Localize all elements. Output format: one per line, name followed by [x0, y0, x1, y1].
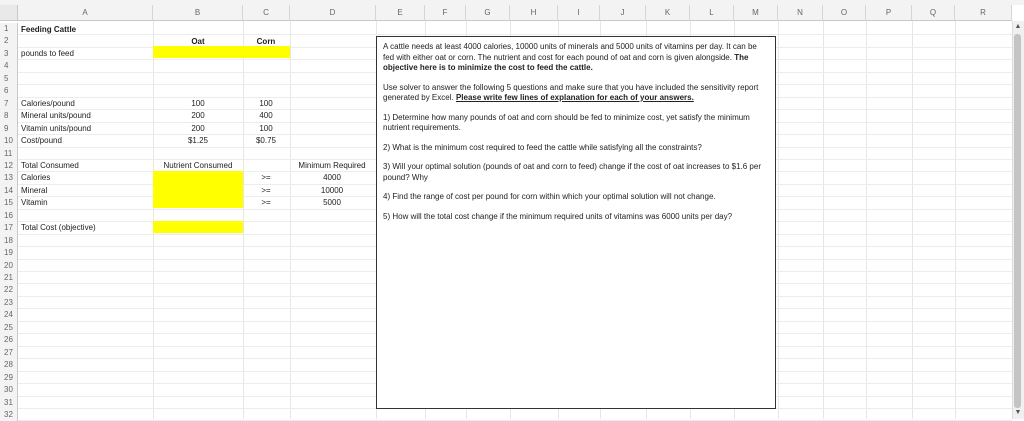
row-header-14[interactable]: 14 [0, 185, 18, 198]
column-header-d[interactable]: D [290, 5, 376, 21]
column-header-c[interactable]: C [243, 5, 290, 21]
gte-minerals[interactable]: >= [261, 186, 271, 195]
row-header-12[interactable]: 12 [0, 160, 18, 173]
intro-text: A cattle needs at least 4000 calories, 10000 units of minerals and 5000 units of vitamins per day. It can be fed with either oat or corn. The nutrient and cost for each pound of oat and corn is given alongside. [383, 42, 757, 62]
row-header-28[interactable]: 28 [0, 359, 18, 372]
vitamin-row-label[interactable]: Vitamin [21, 198, 48, 207]
question-2: 2) What is the minimum cost required to feed the cattle while satisfying all the constraints? [383, 142, 702, 152]
question-1: 1) Determine how many pounds of oat and corn should be fed to minimize cost, yet satisfy the minimum nutrient requirements. [383, 112, 750, 132]
column-header-o[interactable]: O [823, 5, 866, 21]
calories-label[interactable]: Calories/pound [21, 99, 75, 108]
row-header-17[interactable]: 17 [0, 222, 18, 235]
column-header-n[interactable]: N [778, 5, 823, 21]
column-header-p[interactable]: P [866, 5, 912, 21]
mineral-row-label[interactable]: Mineral [21, 186, 48, 195]
row-header-4[interactable]: 4 [0, 60, 18, 73]
gridline-vertical [153, 21, 154, 419]
row-header-8[interactable]: 8 [0, 110, 18, 123]
corn-calories[interactable]: 100 [259, 99, 273, 108]
total-cost-label[interactable]: Total Cost (objective) [21, 223, 96, 232]
oat-vitamins[interactable]: 200 [191, 124, 205, 133]
header-oat[interactable]: Oat [191, 37, 205, 46]
row-header-18[interactable]: 18 [0, 235, 18, 248]
gridline-vertical [866, 21, 867, 419]
column-header-g[interactable]: G [466, 5, 510, 21]
oat-calories[interactable]: 100 [191, 99, 205, 108]
nutrient-consumed-highlight[interactable] [153, 171, 243, 208]
min-calories[interactable]: 4000 [323, 173, 341, 182]
header-corn[interactable]: Corn [256, 37, 276, 46]
gridline-vertical [778, 21, 779, 419]
column-header-r[interactable]: R [955, 5, 1012, 21]
nutrient-consumed-header[interactable]: Nutrient Consumed [163, 161, 233, 170]
scrollbar-thumb[interactable] [1014, 34, 1021, 408]
pounds-to-feed-label[interactable]: pounds to feed [21, 49, 74, 58]
solver-paragraph [383, 83, 769, 104]
sheet-title[interactable]: Feeding Cattle [21, 25, 77, 34]
column-header-k[interactable]: K [646, 5, 690, 21]
min-minerals[interactable]: 10000 [320, 186, 344, 195]
gridline-vertical [912, 21, 913, 419]
column-header-m[interactable]: M [734, 5, 778, 21]
row-header-15[interactable]: 15 [0, 197, 18, 210]
gte-calories[interactable]: >= [261, 173, 271, 182]
row-header-3[interactable]: 3 [0, 48, 18, 61]
scroll-down-arrow-icon[interactable]: ▼ [1014, 409, 1022, 416]
instructions-textbox[interactable] [376, 36, 776, 409]
row-header-27[interactable]: 27 [0, 347, 18, 360]
column-header-a[interactable]: A [18, 5, 153, 21]
min-vitamins[interactable]: 5000 [323, 198, 341, 207]
column-header-q[interactable]: Q [912, 5, 955, 21]
question-4: 4) Find the range of cost per pound for corn within which your optimal solution will not change. [383, 192, 716, 201]
solver-text: Use solver to answer the following 5 questions and make sure that you have included the sensitivity report generated by Excel. [383, 82, 759, 102]
column-header-i[interactable]: I [558, 5, 600, 21]
row-header-21[interactable]: 21 [0, 272, 18, 285]
column-header-b[interactable]: B [153, 5, 243, 21]
row-header-16[interactable]: 16 [0, 210, 18, 223]
row-header-26[interactable]: 26 [0, 334, 18, 347]
gridline-vertical [823, 21, 824, 419]
gridline-vertical [290, 21, 291, 419]
gte-vitamins[interactable]: >= [261, 198, 271, 207]
row-header-13[interactable]: 13 [0, 172, 18, 185]
calories-row-label[interactable]: Calories [21, 173, 51, 182]
row-header-29[interactable]: 29 [0, 372, 18, 385]
row-header-6[interactable]: 6 [0, 85, 18, 98]
corn-cost[interactable]: $0.75 [255, 136, 277, 145]
row-header-11[interactable]: 11 [0, 148, 18, 161]
row-header-9[interactable]: 9 [0, 123, 18, 136]
row-header-10[interactable]: 10 [0, 135, 18, 148]
column-header-j[interactable]: J [600, 5, 646, 21]
column-header-f[interactable]: F [425, 5, 466, 21]
row-header-7[interactable]: 7 [0, 98, 18, 111]
total-consumed-label[interactable]: Total Consumed [21, 161, 79, 170]
minerals-label[interactable]: Mineral units/pound [21, 111, 91, 120]
objective-text: The objective here is to minimize the cost to feed the cattle. [383, 52, 749, 72]
row-header-30[interactable]: 30 [0, 384, 18, 397]
column-header-h[interactable]: H [510, 5, 558, 21]
minimum-required-header[interactable]: Minimum Required [298, 161, 366, 170]
row-header-31[interactable]: 31 [0, 397, 18, 410]
row-header-32[interactable]: 32 [0, 409, 18, 421]
row-header-1[interactable]: 1 [0, 23, 18, 36]
oat-cost[interactable]: $1.25 [187, 136, 209, 145]
row-header-5[interactable]: 5 [0, 73, 18, 86]
row-header-19[interactable]: 19 [0, 247, 18, 260]
row-header-22[interactable]: 22 [0, 284, 18, 297]
row-header-2[interactable]: 2 [0, 35, 18, 48]
row-header-23[interactable]: 23 [0, 297, 18, 310]
gridline-vertical [243, 21, 244, 419]
cost-label[interactable]: Cost/pound [21, 136, 62, 145]
question-5: 5) How will the total cost change if the minimum required units of vitamins was 6000 units per day? [383, 211, 733, 221]
scroll-up-arrow-icon[interactable]: ▲ [1014, 23, 1022, 30]
column-header-e[interactable]: E [376, 5, 425, 21]
corn-minerals[interactable]: 400 [259, 111, 273, 120]
row-header-25[interactable]: 25 [0, 322, 18, 335]
question-3: 3) Will your optimal solution (pounds of oat and corn to feed) change if the cost of oat increases to $1.6 per pound? Why [383, 162, 761, 182]
gridline-vertical [955, 21, 956, 419]
vitamins-label[interactable]: Vitamin units/pound [21, 124, 92, 133]
select-all-corner[interactable] [0, 5, 18, 21]
row-header-24[interactable]: 24 [0, 309, 18, 322]
explanation-instruction: Please write few lines of explanation for each of your answers. [455, 93, 694, 102]
corn-vitamins[interactable]: 100 [259, 124, 273, 133]
intro-paragraph [383, 42, 769, 74]
column-header-l[interactable]: L [690, 5, 734, 21]
row-header-20[interactable]: 20 [0, 260, 18, 273]
total-cost-highlight[interactable] [153, 221, 243, 233]
oat-minerals[interactable]: 200 [191, 111, 205, 120]
